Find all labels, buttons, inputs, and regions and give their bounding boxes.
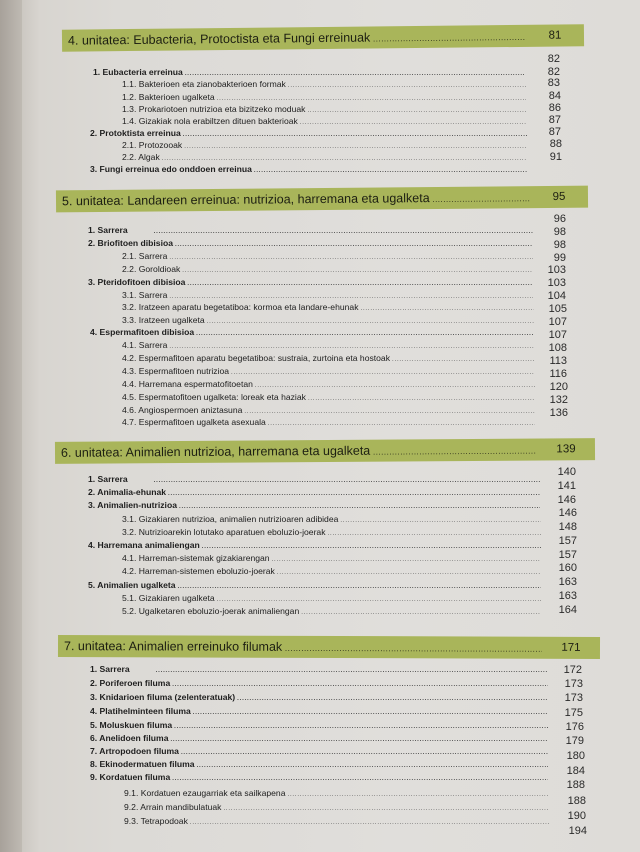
page-number: 103 [547, 277, 566, 289]
page-number: 120 [549, 381, 568, 393]
toc-entry: 4.7. Espermafitoen ugalketa asexuala ..... [122, 417, 535, 430]
toc-entry: 1.3. Prokariotoen nutrizioa eta bizitzeko moduak ..... [122, 104, 527, 117]
unit-5-header [56, 186, 588, 213]
toc-entry: 3. Pteridofitoen dibisioa ..... [88, 277, 533, 290]
page-number: 176 [565, 721, 584, 733]
page-number: 184 [566, 765, 585, 777]
toc-entry: 5.1. Gizakiaren ugalketa ..... [122, 593, 541, 606]
toc-entry: 1.1. Bakterioen eta zianobakterioen formak ..... [122, 79, 526, 92]
unit-6-header [55, 438, 595, 464]
page-number: 146 [557, 494, 576, 506]
page-number: 116 [549, 368, 567, 380]
toc-entry: 4.6. Angiospermoen aniztasuna ..... [122, 405, 535, 418]
toc-entry: 9.3. Tetrapodoak ..... [124, 816, 549, 829]
page-number: 107 [548, 316, 567, 328]
book-spine-shadow [0, 0, 22, 852]
page-number: 173 [564, 678, 583, 690]
page-number: 87 [548, 126, 561, 138]
toc-entry: 3.3. Iratzeen ugalketa ..... [122, 315, 534, 328]
toc-entry: 3. Knidarioen filuma (zelenteratuak) ..... [90, 692, 548, 705]
page-number: 83 [547, 77, 560, 89]
toc-entry: 5. Moluskuen filuma ..... [90, 720, 548, 733]
toc-entry: 1.2. Bakterioen ugalketa ..... [122, 92, 526, 105]
toc-entry: 1.4. Gizakiak nola erabiltzen dituen bakterioak ..... [122, 116, 527, 129]
page-number: 104 [547, 290, 566, 302]
toc-entry: 2.1. Protozooak ..... [122, 140, 527, 153]
page-number: 188 [567, 795, 586, 807]
page-number: 136 [549, 407, 568, 419]
toc-entry: 4.1. Sarrera ..... [122, 340, 534, 353]
toc-entry: 3.1. Gizakiaren nutrizioa, animalien nutrizioaren adibidea ..... [122, 514, 541, 527]
toc-entry: 4.3. Espermafitoen nutrizioa ..... [122, 366, 535, 379]
toc-entry: 4.4. Harremana espermatofitoetan ..... [122, 379, 535, 392]
unit-title: 7. unitatea: Animalien erreinuko filumak ..... [64, 639, 542, 655]
toc-entry: 9.2. Arrain mandibulatuak ..... [124, 802, 549, 815]
toc-entry: 1. Sarrera ..... [88, 225, 533, 238]
page-number: 86 [548, 102, 561, 114]
page-number: 194 [568, 825, 587, 837]
toc-entry: 1. Eubacteria erreinua ..... [93, 67, 525, 80]
unit-4-header [62, 24, 584, 51]
unit-title: 6. unitatea: Animalien nutrizioa, harremana eta ugalketa ..... [61, 443, 537, 460]
page-number: 82 [547, 66, 560, 78]
toc-entry: 3.2. Iratzeen aparatu begetatiboa: kormoa eta landare-ehunak ..... [122, 302, 534, 315]
page-number: 82 [547, 53, 560, 65]
page-number: 99 [553, 252, 566, 264]
page-number: 113 [549, 355, 567, 367]
page-number: 140 [557, 466, 576, 478]
page-number: 98 [553, 239, 566, 251]
toc-entry: 2. Animalia-ehunak ..... [88, 487, 540, 500]
page-number: 160 [558, 562, 577, 574]
unit-page-number: 139 [556, 443, 576, 456]
toc-entry: 2.1. Sarrera ..... [122, 251, 533, 264]
toc-entry: 2. Briofitoen dibisioa ..... [88, 238, 533, 251]
toc-entry: 5. Animalien ugalketa ..... [88, 580, 541, 593]
toc-entry: 4. Harremana animaliengan ..... [88, 540, 541, 553]
page-number: 132 [549, 394, 568, 406]
toc-entry: 4. Platihelminteen filuma ..... [90, 706, 548, 719]
page-number: 179 [565, 735, 584, 747]
page-number: 190 [567, 810, 586, 822]
toc-entry: 2.2. Goroldioak ..... [122, 264, 533, 277]
toc-entry: 6. Anelidoen filuma ..... [90, 733, 548, 746]
toc-entry: 4.2. Harreman-sistemen eboluzio-joerak ..... [122, 566, 541, 579]
unit-title: 4. unitatea: Eubacteria, Protoctista eta Fungi erreinuak ..... [68, 29, 526, 48]
page-number: 157 [558, 549, 577, 561]
toc-entry: 8. Ekinodermatuen filuma ..... [90, 759, 548, 772]
unit-7-header [58, 635, 600, 659]
toc-entry: 2.2. Algak ..... [122, 152, 527, 165]
unit-page-number: 171 [561, 641, 581, 654]
page-number: 108 [548, 342, 567, 354]
page-number: 175 [564, 707, 583, 719]
page-number: 141 [557, 480, 576, 492]
page-number: 107 [548, 329, 567, 341]
unit-page-number: 95 [552, 190, 566, 203]
page-number: 146 [558, 507, 577, 519]
page-number: 96 [553, 213, 566, 225]
toc-entry: 2. Poriferoen filuma ..... [90, 678, 548, 691]
page-number: 180 [566, 750, 585, 762]
page-number: 105 [548, 303, 567, 315]
toc-entry: 5.2. Ugalketaren eboluzio-joerak animaliengan ..... [122, 606, 541, 619]
page-number: 87 [548, 114, 561, 126]
page-number: 98 [553, 226, 566, 238]
toc-entry: 2. Protoktista erreinua ..... [90, 128, 527, 141]
toc-entry: 3.2. Nutrizioarekin lotutako aparatuen eboluzio-joerak ..... [122, 527, 541, 540]
page-number: 148 [558, 521, 577, 533]
page-number: 88 [549, 138, 562, 150]
toc-entry: 9. Kordatuen filuma ..... [90, 772, 548, 785]
page-number: 163 [558, 576, 577, 588]
toc-entry: 7. Artropodoen filuma ..... [90, 746, 548, 759]
toc-entry: 3. Fungi erreinua edo onddoen erreinua ..... [90, 164, 527, 177]
toc-entry: 9.1. Kordatuen ezaugarriak eta sailkapena ..... [124, 788, 549, 801]
page-number: 103 [547, 264, 566, 276]
toc-entry: 4. Espermafitoen dibisioa ..... [90, 327, 534, 340]
toc-entry: 3.1. Sarrera ..... [122, 290, 533, 303]
toc-entry: 4.5. Espermatofitoen ugalketa: loreak eta haziak ..... [122, 392, 535, 405]
toc-entry: 3. Animalien-nutrizioa ..... [88, 500, 540, 513]
toc-entry: 1. Sarrera ..... [88, 474, 540, 487]
page-number: 173 [564, 692, 583, 704]
page-number: 172 [563, 664, 582, 676]
toc-entry: 4.2. Espermafitoen aparatu begetatiboa: sustraia, zurtoina eta hostoak ..... [122, 353, 534, 366]
toc-entry: 1. Sarrera ..... [90, 664, 548, 677]
toc-entry: 4.1. Harreman-sistemak gizakiarengan ..... [122, 553, 541, 566]
unit-title: 5. unitatea: Landareen erreinua: nutrizioa, harremana eta ugalketa ..... [62, 190, 530, 208]
page-number: 163 [558, 590, 577, 602]
page-number: 188 [566, 779, 585, 791]
page-number: 157 [558, 535, 577, 547]
page-number: 91 [549, 151, 562, 163]
page-number: 84 [548, 90, 561, 102]
unit-page-number: 81 [548, 29, 562, 42]
page-number: 164 [558, 604, 577, 616]
